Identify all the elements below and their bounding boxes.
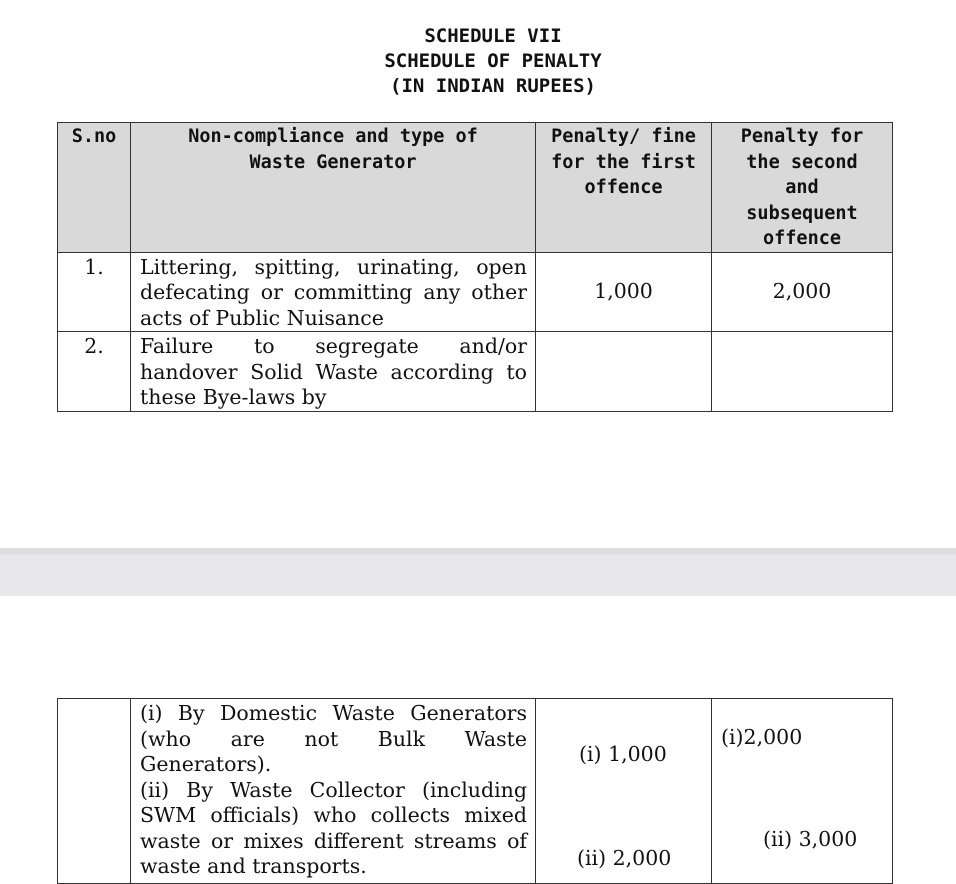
schedule-number: SCHEDULE VII [424,25,562,47]
header-noncompliance [131,123,536,253]
header-sno [58,123,131,253]
table-row [58,699,893,884]
row-second-penalty [712,699,893,884]
header-noncompliance-line: Waste Generator [249,151,417,173]
row-first-penalty [536,332,712,412]
header-second-line: subsequent [746,202,858,224]
header-second-offence [712,123,893,253]
page-break [0,548,956,596]
header-second-line: Penalty for [740,126,864,147]
penalty-table [57,122,893,412]
header-first-line: for the first [551,151,696,173]
sub-item-domestic: (i) By Domestic Waste Generators (who are not Bulk Waste Generators). [140,701,527,776]
header-second-line: and [785,177,819,198]
second-penalty-ii: (ii) 3,000 [763,827,858,851]
header-noncompliance-line: Non-compliance and type of [188,126,478,147]
row-second-penalty [712,332,893,412]
first-penalty-i: (i) 1,000 [579,742,667,766]
row-first-penalty: 1,000 [536,252,712,332]
schedule-currency-note: (IN INDIAN RUPEES) [390,75,596,97]
row-sno [58,699,131,884]
header-first-offence [536,123,712,253]
row-description: Failure to segregate and/or handover Solid Waste according to these Bye-laws by [131,332,536,412]
schedule-title [0,24,956,99]
schedule-heading: SCHEDULE OF PENALTY [384,50,602,72]
row-description: Littering, spitting, urinating, open defecating or committing any other acts of Public Nuisance [131,252,536,332]
table-row [58,332,893,412]
header-second-line: offence [763,228,841,249]
row-sno: 1. [58,252,131,332]
row-description [131,699,536,884]
row-first-penalty [536,699,712,884]
row-second-penalty: 2,000 [712,252,893,332]
penalty-table-continued [57,698,893,884]
row-sno: 2. [58,332,131,412]
table-header-row [58,123,893,253]
header-first-line: Penalty/ fine [551,126,696,147]
header-second-line: the second [746,151,858,173]
header-sno-label: S.no [71,126,117,147]
header-first-line: offence [584,177,663,198]
second-penalty-i: (i)2,000 [721,725,803,749]
first-penalty-ii: (ii) 2,000 [577,846,672,870]
sub-item-collector: (ii) By Waste Collector (including SWM officials) who collects mixed waste or mixes different streams of waste and transports. [140,777,527,878]
table-row [58,252,893,332]
